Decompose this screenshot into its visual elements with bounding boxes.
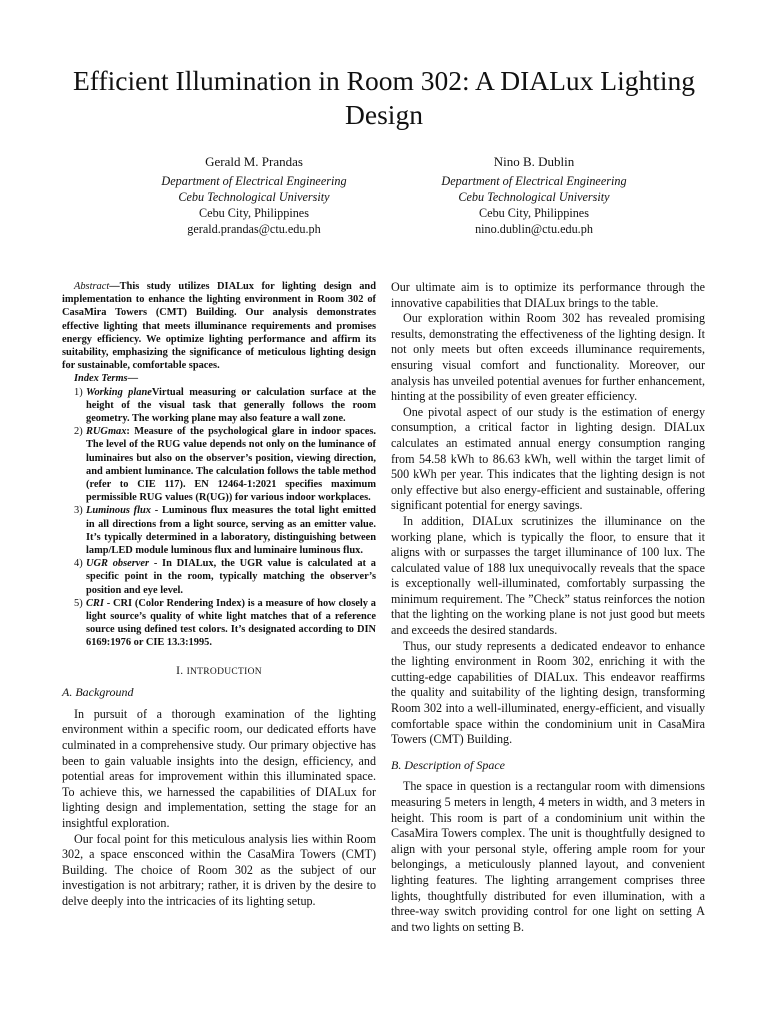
index-term-item — [62, 425, 376, 504]
index-term-number: 2) — [74, 426, 83, 438]
index-terms-dash: — — [127, 373, 138, 385]
index-term-number: 4) — [74, 558, 83, 570]
subsection-heading-description-of-space: B. Description of Space — [391, 757, 505, 772]
index-term-item — [62, 504, 376, 557]
author-city: Cebu City, Philippines — [479, 206, 589, 220]
body-paragraph: Thus, our study represents a dedicated endeavor to enhance the lighting environment in Room 302, enriching it with the cutting-edge capabilities of DIALux. This endeavor reaffirms the quality and suitability of the lighting design, transforming Room 302 into a well-illuminated, energy-efficient, and visually comfortable space within the condominium unit in CasaMira Towers (CMT) Building. — [391, 638, 705, 747]
section-title: INTRODUCTION — [186, 666, 262, 677]
author-university: Cebu Technological University — [458, 190, 610, 204]
index-term-number: 3) — [74, 505, 83, 517]
author-university: Cebu Technological University — [178, 190, 330, 204]
section-number: I. — [176, 664, 184, 677]
index-term-item — [62, 386, 376, 426]
index-term-text: - CRI (Color Rendering Index) is a measure of how closely a light source’s quality of white light matches that of a reference source using defined test colors. It’s designated according to DIN 6169:1976 or CIE 13.3:1995. — [86, 597, 376, 649]
abstract-lead: Abstract — [74, 281, 110, 292]
body-paragraph: The space in question is a rectangular room with dimensions measuring 5 meters in length, 4 meters in width, and 3 meters in height. This room is part of a condominium unit within the CasaMira Towers complex. The unit is thoughtfully designed to align with your personal style, offering ample room for your belongings, a meticulously planned layout, and convenient lighting features. The lighting arrangement comprises three lights, thoughtfully distributed for even illumination, with a three-way switch providing control for one light on setting A and two lights on setting B. — [391, 779, 705, 934]
index-terms-list — [62, 386, 376, 650]
author-city: Cebu City, Philippines — [199, 206, 309, 220]
author-department: Department of Electrical Engineering — [441, 174, 627, 188]
subsection-heading-background: A. Background — [62, 685, 134, 700]
index-term-name: RUGmax — [86, 426, 127, 438]
index-term-text: - Luminous flux measures the total light emitted in all directions from a light source, serving as an emitter value. It’s typically determined in a laboratory, distinguishing between lamp/LED module luminous flux and luminaire luminous flux. — [86, 505, 377, 557]
index-term-item — [62, 597, 376, 650]
author-name: Gerald M. Prandas — [205, 154, 303, 169]
index-term-text: - In DIALux, the UGR value is calculated at a specific point in the room, typically matching the observer’s position and eye level. — [86, 558, 376, 596]
author-email: nino.dublin@ctu.edu.ph — [475, 222, 593, 236]
author-block-1 — [104, 152, 404, 237]
abstract — [62, 280, 376, 372]
index-term-name: CRI — [86, 597, 104, 609]
index-term-text: : Measure of the psychological glare in indoor spaces. The level of the RUG value depends not only on the luminance of luminaires but also on the observer’s position, viewing direction, and ambient luminance. The calculation follows the table method (refer to CIE 117). EN 12464-1:2021 specifies maximum permissible RUG values (R(UG)) for various indoor workplaces. — [86, 426, 376, 504]
body-paragraph: Our ultimate aim is to optimize its performance through the innovative capabilities that DIALux brings to the table. — [391, 280, 705, 310]
body-paragraph: Our exploration within Room 302 has revealed promising results, demonstrating the effectiveness of the lighting design. It not only meets but often exceeds illuminance requirements, ensuring visual comfort and functionality. Moreover, our analysis has unveiled potential avenues for further enhancement, hinting at the possibility of even greater efficiency. — [391, 311, 705, 404]
abstract-text: —This study utilizes DIALux for lighting design and implementation to enhance the lighting environment in Room 302 of CasaMira Towers (CMT) Building. Our analysis demonstrates effective lighting that meets illuminance requirements and promises energy efficiency. We optimize lighting performance and affirm its suitability, emphasizing the significance of meticulous lighting design for sustainable, comfortable spaces. — [62, 281, 376, 372]
index-term-name: UGR observer — [86, 558, 150, 570]
index-term-name: Luminous flux — [86, 505, 151, 517]
left-column — [62, 280, 376, 910]
body-paragraph: In pursuit of a thorough examination of the lighting environment within a specific room, our dedicated efforts have culminated in a comprehensive study. Our primary objective has been to gain valuable insights into the design, efficiency, and potential areas for improvement within this illuminated space. To achieve this, we harnessed the capabilities of DIALux for lighting design and implementation, setting the stage for an insightful exploration. — [62, 706, 376, 831]
author-email: gerald.prandas@ctu.edu.ph — [187, 222, 321, 236]
author-department: Department of Electrical Engineering — [161, 174, 347, 188]
index-terms-label: Index Terms — [74, 373, 128, 385]
index-term-number: 1) — [74, 386, 83, 398]
spacer — [391, 748, 705, 756]
right-column — [391, 280, 705, 935]
author-block-2 — [384, 152, 684, 237]
section-heading-introduction — [62, 664, 376, 681]
body-paragraph: One pivotal aspect of our study is the estimation of energy consumption, a critical factor in lighting design. DIALux calculates an estimated annual energy consumption ranging from 54.58 kWh to 86.63 kWh, well within the target limit of 500 kWh per year. This indicates that the lighting design is not only effective but also energy-efficient and sustainable, offering significant potential for energy savings. — [391, 404, 705, 513]
index-terms-heading — [74, 372, 376, 385]
body-paragraph: In addition, DIALux scrutinizes the illuminance on the working plane, which is typically the floor, to ensure that it aligns with or surpasses the target illuminance of 100 lux. The calculated value of 188 lux unequivocally reveals that the space is exceptionally well-illuminated, comfortably surpassing the minimum requirement. The ”Check” status reinforces the notion that the lighting on the working plane is not just good but meets and exceeds the desired standards. — [391, 513, 705, 638]
author-name: Nino B. Dublin — [493, 154, 575, 169]
index-term-number: 5) — [74, 597, 83, 609]
index-term-text: Virtual measuring or calculation surface at the height of the visual task that generally follows the room geometry. The working plane may also feature a wall zone. — [86, 386, 376, 425]
paper-title: Efficient Illumination in Room 302: A DIALux Lighting Design — [72, 65, 695, 130]
index-term-item — [62, 557, 376, 597]
index-term-name: Working plane — [86, 386, 152, 398]
body-paragraph: Our focal point for this meticulous analysis lies within Room 302, a space ensconced within the CasaMira Towers (CMT) Building. The choice of Room 302 as the subject of our investigation is not arbitrary; rather, it is driven by the desire to delve deeply into the intricacies of its lighting setup. — [62, 831, 376, 908]
